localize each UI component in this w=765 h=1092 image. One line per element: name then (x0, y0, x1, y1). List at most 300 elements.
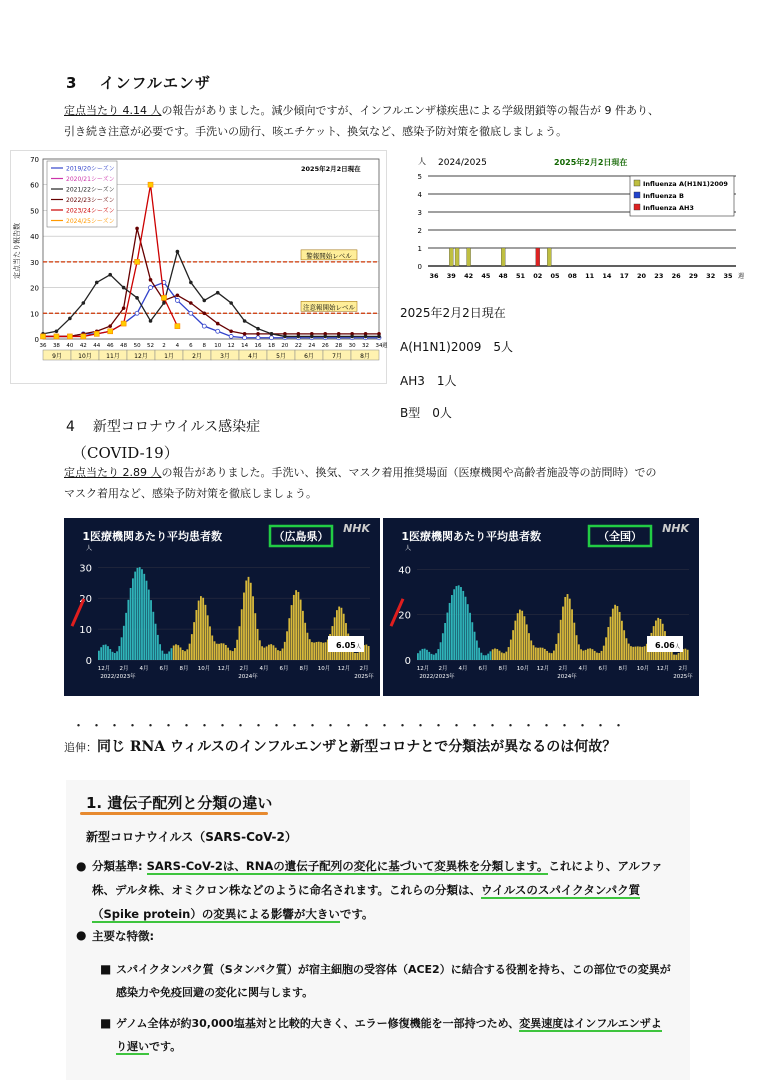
bar (202, 598, 204, 660)
bar (297, 592, 299, 660)
month-label: 1月 (164, 353, 174, 360)
bar (596, 653, 598, 660)
bar (521, 611, 523, 660)
bar (539, 648, 541, 660)
bar (560, 620, 562, 660)
y-tick-label: 0 (404, 656, 411, 667)
bar (291, 605, 293, 660)
x-tick-label: 14 (241, 343, 249, 349)
bar (680, 651, 682, 660)
data-point (202, 324, 206, 328)
y-unit-label: 人 (405, 545, 412, 552)
bar (193, 622, 195, 660)
y-tick-label: 20 (30, 284, 39, 293)
bar (232, 651, 234, 660)
x-tick-label: 39 (446, 272, 456, 280)
bar (490, 651, 492, 660)
x-tick-label: 8月 (498, 666, 508, 672)
bar (641, 647, 643, 660)
x-tick-label: 4 (175, 343, 180, 349)
legend-label: 2020/21シーズン (66, 176, 115, 183)
bar (311, 642, 313, 660)
series-line (43, 252, 379, 337)
x-tick-label: 8 (202, 343, 207, 349)
bar (644, 646, 646, 660)
bar (480, 653, 482, 660)
bullet-label: 分類基準: (92, 859, 143, 873)
value-label: 6.06 (655, 641, 675, 650)
data-point (176, 250, 180, 254)
bullet-text: スパイクタンパク質（Sタンパク質）が宿主細胞の受容体（ACE2）に結合する役割を持ち、この部位での変異が感染力や免疫回避の変化に関与します。 (116, 963, 671, 999)
bar (456, 586, 458, 660)
data-point (135, 227, 139, 231)
bar (254, 613, 256, 660)
year-label: 2025年 (354, 674, 374, 680)
bar (465, 597, 467, 660)
x-tick-label: 2月 (558, 666, 568, 672)
bar (114, 653, 116, 660)
bar (433, 655, 435, 660)
y-tick-label: 70 (30, 156, 39, 164)
postscript-question (64, 736, 616, 756)
bar (146, 581, 148, 660)
nhk-title: 1医療機関あたり平均患者数 (82, 530, 222, 543)
section-4-paragraph (64, 462, 724, 504)
bar (589, 648, 591, 660)
bar (562, 607, 564, 660)
bar (137, 568, 139, 660)
bar (610, 617, 612, 660)
x-tick-label: 26 (671, 272, 681, 280)
bar (544, 649, 546, 660)
flu-type-svg (398, 154, 743, 294)
value-label: 6.05 (336, 641, 356, 650)
x-tick-label: 6月 (279, 666, 289, 672)
x-axis-unit: 週 (382, 343, 388, 349)
nhk-title: 1医療機関あたり平均患者数 (401, 530, 541, 543)
paragraph-line: 引き続き注意が必要です。手洗いの励行、咳エチケット、換気など、感染予防対策を徹底しましょう。 (64, 125, 568, 138)
bar (585, 650, 587, 660)
data-point (82, 301, 86, 305)
bar (460, 587, 462, 660)
x-tick-label: 17 (619, 272, 629, 280)
bar (168, 651, 170, 660)
data-point (161, 295, 166, 300)
bar (612, 609, 614, 660)
data-point (256, 327, 260, 331)
x-tick-label: 32 (362, 343, 370, 349)
month-label: 4月 (248, 353, 258, 360)
data-point (135, 311, 139, 315)
x-tick-label: 51 (515, 272, 525, 280)
bar (536, 248, 540, 266)
bar (485, 655, 487, 660)
bar (229, 650, 231, 660)
bar (336, 610, 338, 660)
y-tick-label: 60 (30, 181, 39, 190)
x-tick-label: 23 (654, 272, 664, 280)
bar (216, 644, 218, 660)
y-tick-label: 20 (79, 594, 92, 606)
bullet-text: ウイルスのスパイクタンパク質（Spike protein）の変異による影響が大きい (92, 883, 641, 921)
bar (173, 645, 175, 660)
month-label: 12月 (134, 353, 148, 360)
sub-bullet-genome (100, 1012, 672, 1058)
bar (449, 603, 451, 660)
date-note: 2025年2月2日現在 (301, 165, 361, 173)
bar (571, 609, 573, 660)
bar (103, 645, 105, 660)
x-tick-label: 08 (567, 272, 577, 280)
nhk-hiroshima-svg (64, 518, 380, 696)
year-label: 2022/2023年 (419, 674, 455, 680)
bar (476, 640, 478, 660)
data-point (41, 334, 46, 339)
bar (109, 649, 111, 660)
x-tick-label: 52 (147, 343, 155, 349)
bar (564, 597, 566, 660)
x-tick-label: 24 (308, 343, 316, 349)
bullet-features (76, 928, 155, 944)
bullet-square-icon: ■ (100, 1016, 112, 1030)
bar (526, 624, 528, 660)
data-point (269, 336, 273, 340)
bar (573, 623, 575, 660)
bar (143, 574, 145, 660)
data-point (256, 336, 260, 340)
bar (125, 613, 127, 660)
bar (424, 649, 426, 660)
bar (243, 593, 245, 660)
bar (157, 635, 159, 660)
x-tick-label: 8月 (179, 666, 189, 672)
bar (159, 644, 161, 660)
bullet-dot-icon: ● (76, 859, 87, 873)
data-point (216, 322, 220, 326)
bar (671, 652, 673, 660)
bar (316, 642, 318, 660)
data-point (216, 329, 220, 333)
x-tick-label: 2月 (119, 666, 129, 672)
bar (467, 604, 469, 660)
legend-label: Influenza B (643, 192, 684, 200)
data-point (149, 319, 153, 323)
bar (546, 651, 548, 660)
bar (626, 638, 628, 660)
section-number: 4 (66, 419, 75, 435)
bar (547, 248, 551, 266)
bar (112, 652, 114, 660)
bar (576, 635, 578, 660)
data-point (310, 335, 314, 339)
bar (307, 633, 309, 660)
bar (569, 599, 571, 660)
bar (437, 649, 439, 660)
bar (313, 643, 315, 660)
data-point (350, 335, 354, 339)
bar (252, 596, 254, 660)
bar (628, 644, 630, 660)
data-point (243, 319, 247, 323)
x-tick-label: 12月 (97, 666, 111, 672)
bar (632, 647, 634, 660)
bar (180, 647, 182, 660)
bar (499, 651, 501, 660)
data-point (108, 329, 113, 334)
x-tick-label: 10月 (516, 666, 530, 672)
bar (150, 600, 152, 660)
x-tick-label: 42 (79, 343, 87, 349)
bar (322, 643, 324, 660)
bar (422, 649, 424, 660)
x-tick-label: 6月 (478, 666, 488, 672)
bar (248, 577, 250, 660)
bar (492, 649, 494, 660)
x-tick-label: 38 (52, 343, 60, 349)
data-point (94, 331, 99, 336)
data-point (216, 291, 220, 295)
bar (148, 590, 150, 660)
bar (503, 653, 505, 660)
bar (458, 585, 460, 660)
year-label: 2024年 (557, 674, 577, 680)
bar (444, 623, 446, 660)
x-tick-label: 4月 (458, 666, 468, 672)
bullet-text: です。 (149, 1040, 182, 1053)
legend-label: 2023/24シーズン (66, 207, 115, 215)
flu-trend-chart (10, 150, 387, 384)
bar (533, 645, 535, 660)
y-tick-label: 1 (417, 245, 422, 253)
bar (487, 654, 489, 660)
data-point (337, 335, 341, 339)
bar (471, 622, 473, 660)
bar (467, 248, 471, 266)
x-axis-unit: 週 (738, 273, 745, 280)
bar (325, 642, 327, 660)
bar (236, 640, 238, 660)
x-tick-label: 02 (533, 272, 543, 280)
bar (130, 588, 132, 660)
x-tick-label: 6 (189, 343, 193, 349)
bar (517, 613, 519, 660)
bar (603, 646, 605, 660)
bar (451, 595, 453, 660)
y-tick-label: 0 (417, 263, 422, 271)
x-tick-label: 22 (294, 343, 302, 349)
data-point (189, 301, 193, 305)
bar (587, 649, 589, 660)
month-label: 2月 (192, 353, 202, 360)
bar (567, 594, 569, 660)
bar (528, 633, 530, 660)
bar (318, 642, 320, 660)
x-tick-label: 8月 (299, 666, 309, 672)
bar (512, 630, 514, 660)
bar (630, 646, 632, 660)
value-unit: 人 (356, 644, 362, 650)
bar (245, 581, 247, 660)
section-number: 3 (66, 74, 78, 92)
bar (189, 644, 191, 660)
x-tick-label: 10月 (636, 666, 650, 672)
x-tick-label: 12月 (416, 666, 430, 672)
bar (209, 626, 211, 660)
data-point (176, 293, 180, 297)
data-point (364, 335, 368, 339)
data-point (229, 301, 233, 305)
data-point (95, 281, 99, 285)
bar (118, 646, 120, 660)
bar (227, 648, 229, 660)
month-label: 10月 (78, 353, 92, 360)
month-label: 9月 (52, 353, 62, 360)
bar (200, 596, 202, 660)
flu-rate-link: 定点当たり 4.14 人 (64, 104, 162, 117)
y-tick-label: 30 (79, 563, 92, 575)
dotted-divider: ・・・・・・・・・・・・・・・・・・・・・・・・・・・・・・・ (72, 719, 631, 734)
series-line (43, 228, 379, 336)
bar (684, 649, 686, 660)
bar (241, 609, 243, 660)
y-tick-label: 2 (417, 227, 422, 235)
bar (141, 569, 143, 660)
bar (592, 649, 594, 660)
legend-label: 2021/22シーズン (66, 186, 115, 194)
bar (601, 651, 603, 660)
bar (259, 640, 261, 660)
bar (639, 647, 641, 660)
bar (578, 644, 580, 660)
bar (234, 648, 236, 660)
bar (282, 648, 284, 660)
bar (474, 632, 476, 660)
bullet-text: 主要な特徴: (92, 929, 155, 943)
bar (132, 578, 134, 660)
bar (218, 644, 220, 660)
bar (220, 643, 222, 660)
bar (100, 647, 102, 660)
bar (594, 651, 596, 660)
bar (295, 590, 297, 660)
y-tick-label: 3 (417, 209, 422, 217)
bar (582, 651, 584, 660)
status-b: B型 0人 (400, 406, 452, 420)
legend-swatch (634, 204, 640, 210)
bar (300, 600, 302, 660)
data-point (67, 334, 72, 339)
bar (426, 650, 428, 660)
legend-label: Influenza A(H1N1)2009 (643, 180, 728, 188)
bullet-text: これにより、アルファ株、デルタ株、オミクロン株などのように命名されます。これらの分類は、 (92, 859, 663, 897)
bar (116, 651, 118, 660)
bar (354, 653, 356, 660)
x-tick-label: 35 (723, 272, 733, 280)
status-h1n1: A(H1N1)2009 5人 (400, 340, 514, 354)
year-label: 2025年 (673, 674, 693, 680)
x-tick-label: 4月 (139, 666, 149, 672)
x-tick-label: 16 (254, 343, 262, 349)
data-point (122, 286, 126, 290)
y-tick-label: 10 (79, 625, 92, 637)
bar (304, 623, 306, 660)
bar (166, 654, 168, 660)
x-tick-label: 28 (335, 343, 343, 349)
bar (105, 645, 107, 660)
flu-type-chart (398, 154, 743, 294)
x-tick-label: 44 (93, 343, 101, 349)
data-point (189, 311, 193, 315)
bar (98, 651, 100, 660)
bar (621, 621, 623, 660)
bar (435, 653, 437, 660)
covid-subtitle: （COVID-19） (72, 444, 179, 462)
chart-season-title: 2024/2025 (438, 158, 487, 168)
bar (483, 655, 485, 660)
bar (277, 650, 279, 660)
bar (551, 653, 553, 660)
data-point (297, 335, 301, 339)
bar (164, 654, 166, 660)
bar (542, 648, 544, 660)
y-unit-label: 人 (418, 157, 426, 166)
covid-rate-link: 定点当たり 2.89 人 (64, 466, 162, 479)
paragraph-line: マスク着用など、感染予防対策を徹底しましょう。 (64, 487, 317, 500)
month-label: 7月 (332, 353, 342, 360)
bar (302, 611, 304, 660)
x-tick-label: 34 (375, 343, 383, 349)
bar (553, 651, 555, 660)
bar (184, 651, 186, 660)
y-tick-label: 50 (30, 207, 39, 216)
bar (293, 595, 295, 660)
bar (501, 653, 503, 660)
x-tick-label: 29 (688, 272, 698, 280)
bar (478, 648, 480, 660)
legend-label: 2022/23シーズン (66, 197, 115, 204)
postscript-lead: 追伸： (64, 741, 97, 754)
bar (161, 651, 163, 660)
section-4-heading (66, 416, 260, 436)
bar (510, 640, 512, 660)
nhk-national-svg (383, 518, 699, 696)
x-tick-label: 2 (162, 343, 166, 349)
y-tick-label: 20 (398, 610, 411, 622)
data-point (283, 335, 287, 339)
bar (152, 612, 154, 660)
y-tick-label: 5 (417, 173, 422, 181)
month-label: 8月 (360, 353, 370, 360)
data-point (68, 317, 72, 321)
bar (239, 626, 241, 660)
bar (530, 640, 532, 660)
bar (555, 644, 557, 660)
x-tick-label: 48 (120, 343, 128, 349)
y-axis-label: 定点当たり報告数 (13, 223, 21, 279)
bar (417, 653, 419, 660)
bar (139, 567, 141, 660)
bar (616, 606, 618, 660)
bar (356, 653, 358, 660)
sub-bullet-spike (100, 958, 672, 1004)
y-tick-label: 0 (34, 336, 39, 344)
data-point (148, 182, 153, 187)
bar (442, 633, 444, 660)
data-point (135, 296, 139, 300)
bar (182, 650, 184, 660)
data-point (149, 278, 153, 282)
x-tick-label: 2月 (438, 666, 448, 672)
